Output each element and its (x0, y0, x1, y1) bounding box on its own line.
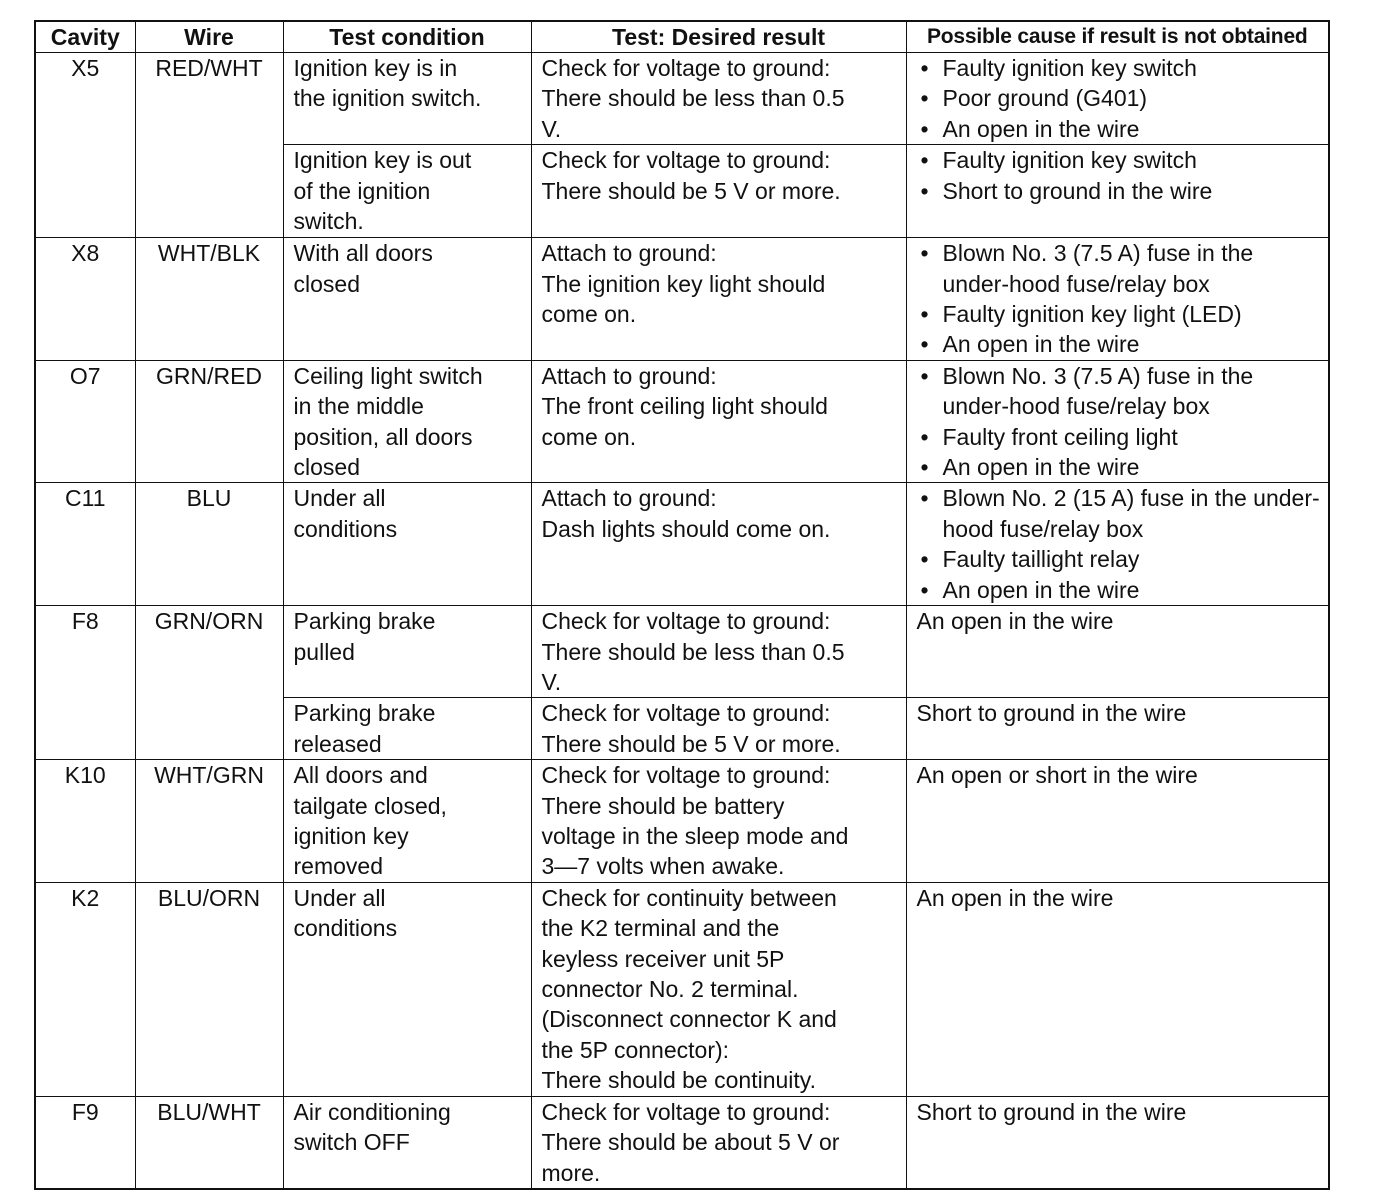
table-row (35, 360, 1329, 483)
desired-result-text: Attach to ground: The front ceiling light should come on. (541, 362, 828, 450)
desired-result-text: Check for voltage to ground: There should be battery voltage in the sleep mode and 3—7 volts when awake. (541, 762, 849, 880)
test-condition-cell (283, 698, 531, 760)
table-body (35, 53, 1329, 1189)
possible-cause-cell (906, 360, 1329, 483)
desired-result-cell (531, 882, 906, 1096)
test-condition-text: All doors and tailgate closed, ignition key removed (293, 762, 447, 880)
cause-list-item: • Blown No. 2 (15 A) fuse in the under-hood fuse/relay box (917, 483, 1321, 544)
header-possible-cause: Possible cause if result is not obtained (906, 21, 1329, 53)
desired-result-cell (531, 145, 906, 238)
test-condition-cell (283, 360, 531, 483)
wire-cell: GRN/RED (135, 360, 283, 483)
cause-list-item: • An open in the wire (917, 329, 1321, 359)
wire-cell: WHT/GRN (135, 760, 283, 883)
possible-cause-cell (906, 698, 1329, 760)
desired-result-cell (531, 606, 906, 698)
desired-result-text: Check for voltage to ground: There should be 5 V or more. (541, 147, 841, 204)
desired-result-cell (531, 360, 906, 483)
cavity-cell: K2 (35, 882, 135, 1096)
cause-list (917, 483, 1321, 605)
wire-cell: RED/WHT (135, 53, 283, 238)
table-row (35, 882, 1329, 1096)
wire-cell: BLU (135, 483, 283, 606)
cause-text: Short to ground in the wire (916, 1098, 1187, 1125)
possible-cause-cell (906, 53, 1329, 145)
desired-result-cell (531, 1096, 906, 1189)
possible-cause-cell (906, 238, 1329, 361)
test-condition-cell (283, 238, 531, 361)
cause-list-item: • Faulty ignition key switch (917, 53, 1321, 83)
test-condition-text: Air conditioning switch OFF (293, 1098, 451, 1156)
cause-list (917, 238, 1321, 360)
cause-list (917, 361, 1321, 483)
cause-list-item: • An open in the wire (917, 575, 1321, 605)
test-condition-cell (283, 760, 531, 883)
possible-cause-cell (906, 882, 1329, 1096)
cavity-cell: K10 (35, 760, 135, 883)
cavity-cell: F9 (35, 1096, 135, 1189)
test-condition-text: Parking brake released (293, 700, 436, 757)
test-condition-cell (283, 1096, 531, 1189)
desired-result-cell (531, 238, 906, 361)
wire-cell: BLU/ORN (135, 882, 283, 1096)
desired-result-text: Attach to ground: The ignition key light should come on. (541, 240, 826, 328)
cause-list-item: • Blown No. 3 (7.5 A) fuse in the under-hood fuse/relay box (917, 361, 1321, 422)
cavity-cell: O7 (35, 360, 135, 483)
possible-cause-cell (906, 760, 1329, 883)
table-row (35, 606, 1329, 698)
test-condition-text: Under all conditions (293, 485, 398, 542)
desired-result-text: Attach to ground: Dash lights should come on. (541, 485, 831, 542)
table-header-row (35, 21, 1329, 53)
header-cavity: Cavity (35, 21, 135, 53)
test-condition-text: Under all conditions (293, 884, 398, 942)
desired-result-cell (531, 53, 906, 145)
cavity-cell: X8 (35, 238, 135, 361)
desired-result-text: Check for voltage to ground: There should be less than 0.5 V. (541, 55, 845, 142)
test-condition-text: Ignition key is out of the ignition switch. (293, 147, 472, 235)
cause-list-item: • Faulty ignition key light (LED) (917, 299, 1321, 329)
header-wire: Wire (135, 21, 283, 53)
table-row (35, 483, 1329, 606)
wire-cell: WHT/BLK (135, 238, 283, 361)
cause-list-item: • Faulty taillight relay (917, 544, 1321, 574)
header-test-condition: Test condition (283, 21, 531, 53)
cause-list (917, 145, 1321, 206)
possible-cause-cell (906, 483, 1329, 606)
test-condition-cell (283, 145, 531, 238)
cause-text: An open or short in the wire (916, 762, 1198, 789)
test-condition-text: Parking brake pulled (293, 608, 436, 665)
cause-text: An open in the wire (916, 884, 1114, 911)
possible-cause-cell (906, 1096, 1329, 1189)
cavity-cell: C11 (35, 483, 135, 606)
test-condition-cell (283, 882, 531, 1096)
cause-text: An open in the wire (916, 608, 1114, 635)
desired-result-cell (531, 483, 906, 606)
test-table-container (34, 20, 1328, 1190)
cause-list-item: • An open in the wire (917, 114, 1321, 144)
wire-cell: GRN/ORN (135, 606, 283, 760)
desired-result-text: Check for voltage to ground: There should be less than 0.5 V. (541, 608, 845, 695)
test-condition-text: Ceiling light switch in the middle position, all doors closed (293, 362, 483, 481)
test-condition-cell (283, 483, 531, 606)
desired-result-text: Check for voltage to ground: There should be 5 V or more. (541, 700, 841, 757)
table-row (35, 1096, 1329, 1189)
desired-result-text: Check for continuity between the K2 terminal and the keyless receiver unit 5P connector No. 2 terminal. (Disconnect connector K and the 5P connector): There should be continuity. (541, 884, 837, 1094)
cause-list-item: • Faulty front ceiling light (917, 422, 1321, 452)
test-condition-cell (283, 53, 531, 145)
cavity-test-table (34, 20, 1330, 1190)
test-condition-cell (283, 606, 531, 698)
desired-result-text: Check for voltage to ground: There should be about 5 V or more. (541, 1098, 840, 1186)
cause-text: Short to ground in the wire (916, 700, 1187, 727)
test-condition-text: With all doors closed (293, 240, 433, 297)
table-row (35, 53, 1329, 145)
desired-result-cell (531, 698, 906, 760)
cause-list (917, 53, 1321, 144)
cavity-cell: F8 (35, 606, 135, 760)
cause-list-item: • Short to ground in the wire (917, 176, 1321, 206)
desired-result-cell (531, 760, 906, 883)
possible-cause-cell (906, 606, 1329, 698)
possible-cause-cell (906, 145, 1329, 238)
cavity-cell: X5 (35, 53, 135, 238)
test-condition-text: Ignition key is in the ignition switch. (293, 55, 482, 112)
cause-list-item: • Faulty ignition key switch (917, 145, 1321, 175)
wire-cell: BLU/WHT (135, 1096, 283, 1189)
header-desired-result: Test: Desired result (531, 21, 906, 53)
cause-list-item: • Blown No. 3 (7.5 A) fuse in the under-hood fuse/relay box (917, 238, 1321, 299)
cause-list-item: • Poor ground (G401) (917, 83, 1321, 113)
table-row (35, 238, 1329, 361)
cause-list-item: • An open in the wire (917, 452, 1321, 482)
table-row (35, 760, 1329, 883)
